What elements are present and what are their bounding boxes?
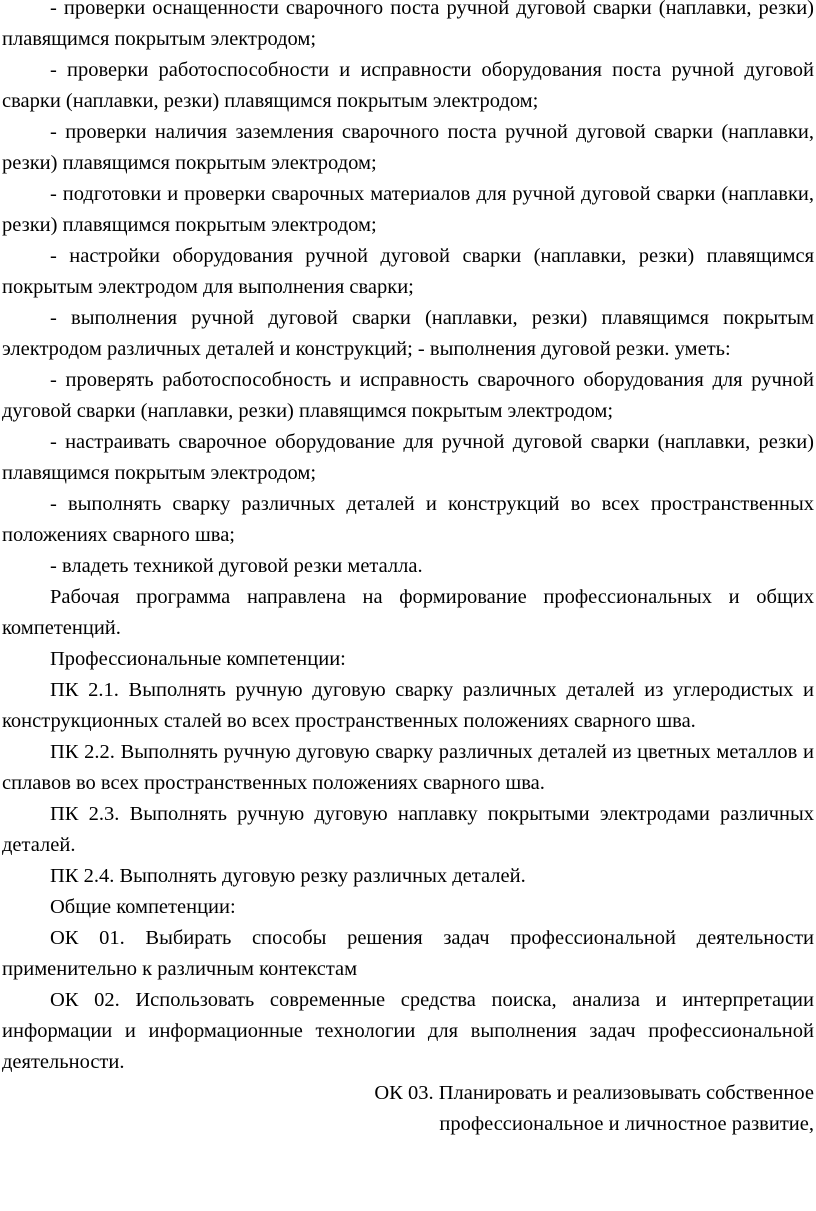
paragraph-14: ПК 2.2. Выполнять ручную дуговую сварку различных деталей из цветных металлов и сплавов во всех пространственных положениях сварного шва. bbox=[2, 741, 814, 794]
paragraph-7: - проверять работоспособность и исправность сварочного оборудования для ручной дуговой сварки (наплавки, резки) плавящимся покрытым электродом; bbox=[2, 369, 814, 422]
paragraph-16: ПК 2.4. Выполнять дуговую резку различных деталей. bbox=[50, 865, 526, 887]
paragraph-5: - настройки оборудования ручной дуговой сварки (наплавки, резки) плавящимся покрытым электродом для выполнения сварки; bbox=[2, 245, 814, 298]
paragraph-2: - проверки работоспособности и исправности оборудования поста ручной дуговой сварки (наплавки, резки) плавящимся покрытым электродом; bbox=[2, 59, 814, 112]
paragraph-12: Профессиональные компетенции: bbox=[50, 648, 346, 670]
paragraph-6: - выполнения ручной дуговой сварки (наплавки, резки) плавящимся покрытым электродом различных деталей и конструкций; - выполнения дуговой резки. уметь: bbox=[2, 307, 814, 360]
paragraph-18: ОК 01. Выбирать способы решения задач профессиональной деятельности применительно к различным контекстам bbox=[2, 927, 814, 980]
trailing-line-1: ОК 03. Планировать и реализовывать собственное bbox=[374, 1082, 814, 1104]
paragraph-3: - проверки наличия заземления сварочного поста ручной дуговой сварки (наплавки, резки) плавящимся покрытым электродом; bbox=[2, 121, 814, 174]
paragraph-13: ПК 2.1. Выполнять ручную дуговую сварку различных деталей из углеродистых и конструкционных сталей во всех пространственных положениях сварного шва. bbox=[2, 679, 814, 732]
paragraph-15: ПК 2.3. Выполнять ручную дуговую наплавку покрытыми электродами различных деталей. bbox=[2, 803, 814, 856]
paragraph-10: - владеть техникой дуговой резки металла. bbox=[50, 555, 423, 577]
paragraph-11: Рабочая программа направлена на формирование профессиональных и общих компетенций. bbox=[2, 586, 814, 639]
paragraph-1: - проверки оснащенности сварочного поста ручной дуговой сварки (наплавки, резки) плавящимся покрытым электродом; bbox=[2, 0, 814, 50]
paragraph-17: Общие компетенции: bbox=[50, 896, 236, 918]
paragraph-9: - выполнять сварку различных деталей и конструкций во всех пространственных положениях сварного шва; bbox=[2, 493, 814, 546]
paragraph-19: ОК 02. Использовать современные средства поиска, анализа и интерпретации информации и информационные технологии для выполнения задач профессиональной деятельности. bbox=[2, 989, 814, 1073]
paragraph-8: - настраивать сварочное оборудование для ручной дуговой сварки (наплавки, резки) плавящимся покрытым электродом; bbox=[2, 431, 814, 484]
trailing-line-2: профессиональное и личностное развитие, bbox=[439, 1113, 814, 1135]
paragraph-4: - подготовки и проверки сварочных материалов для ручной дуговой сварки (наплавки, резки) плавящимся покрытым электродом; bbox=[2, 183, 814, 236]
